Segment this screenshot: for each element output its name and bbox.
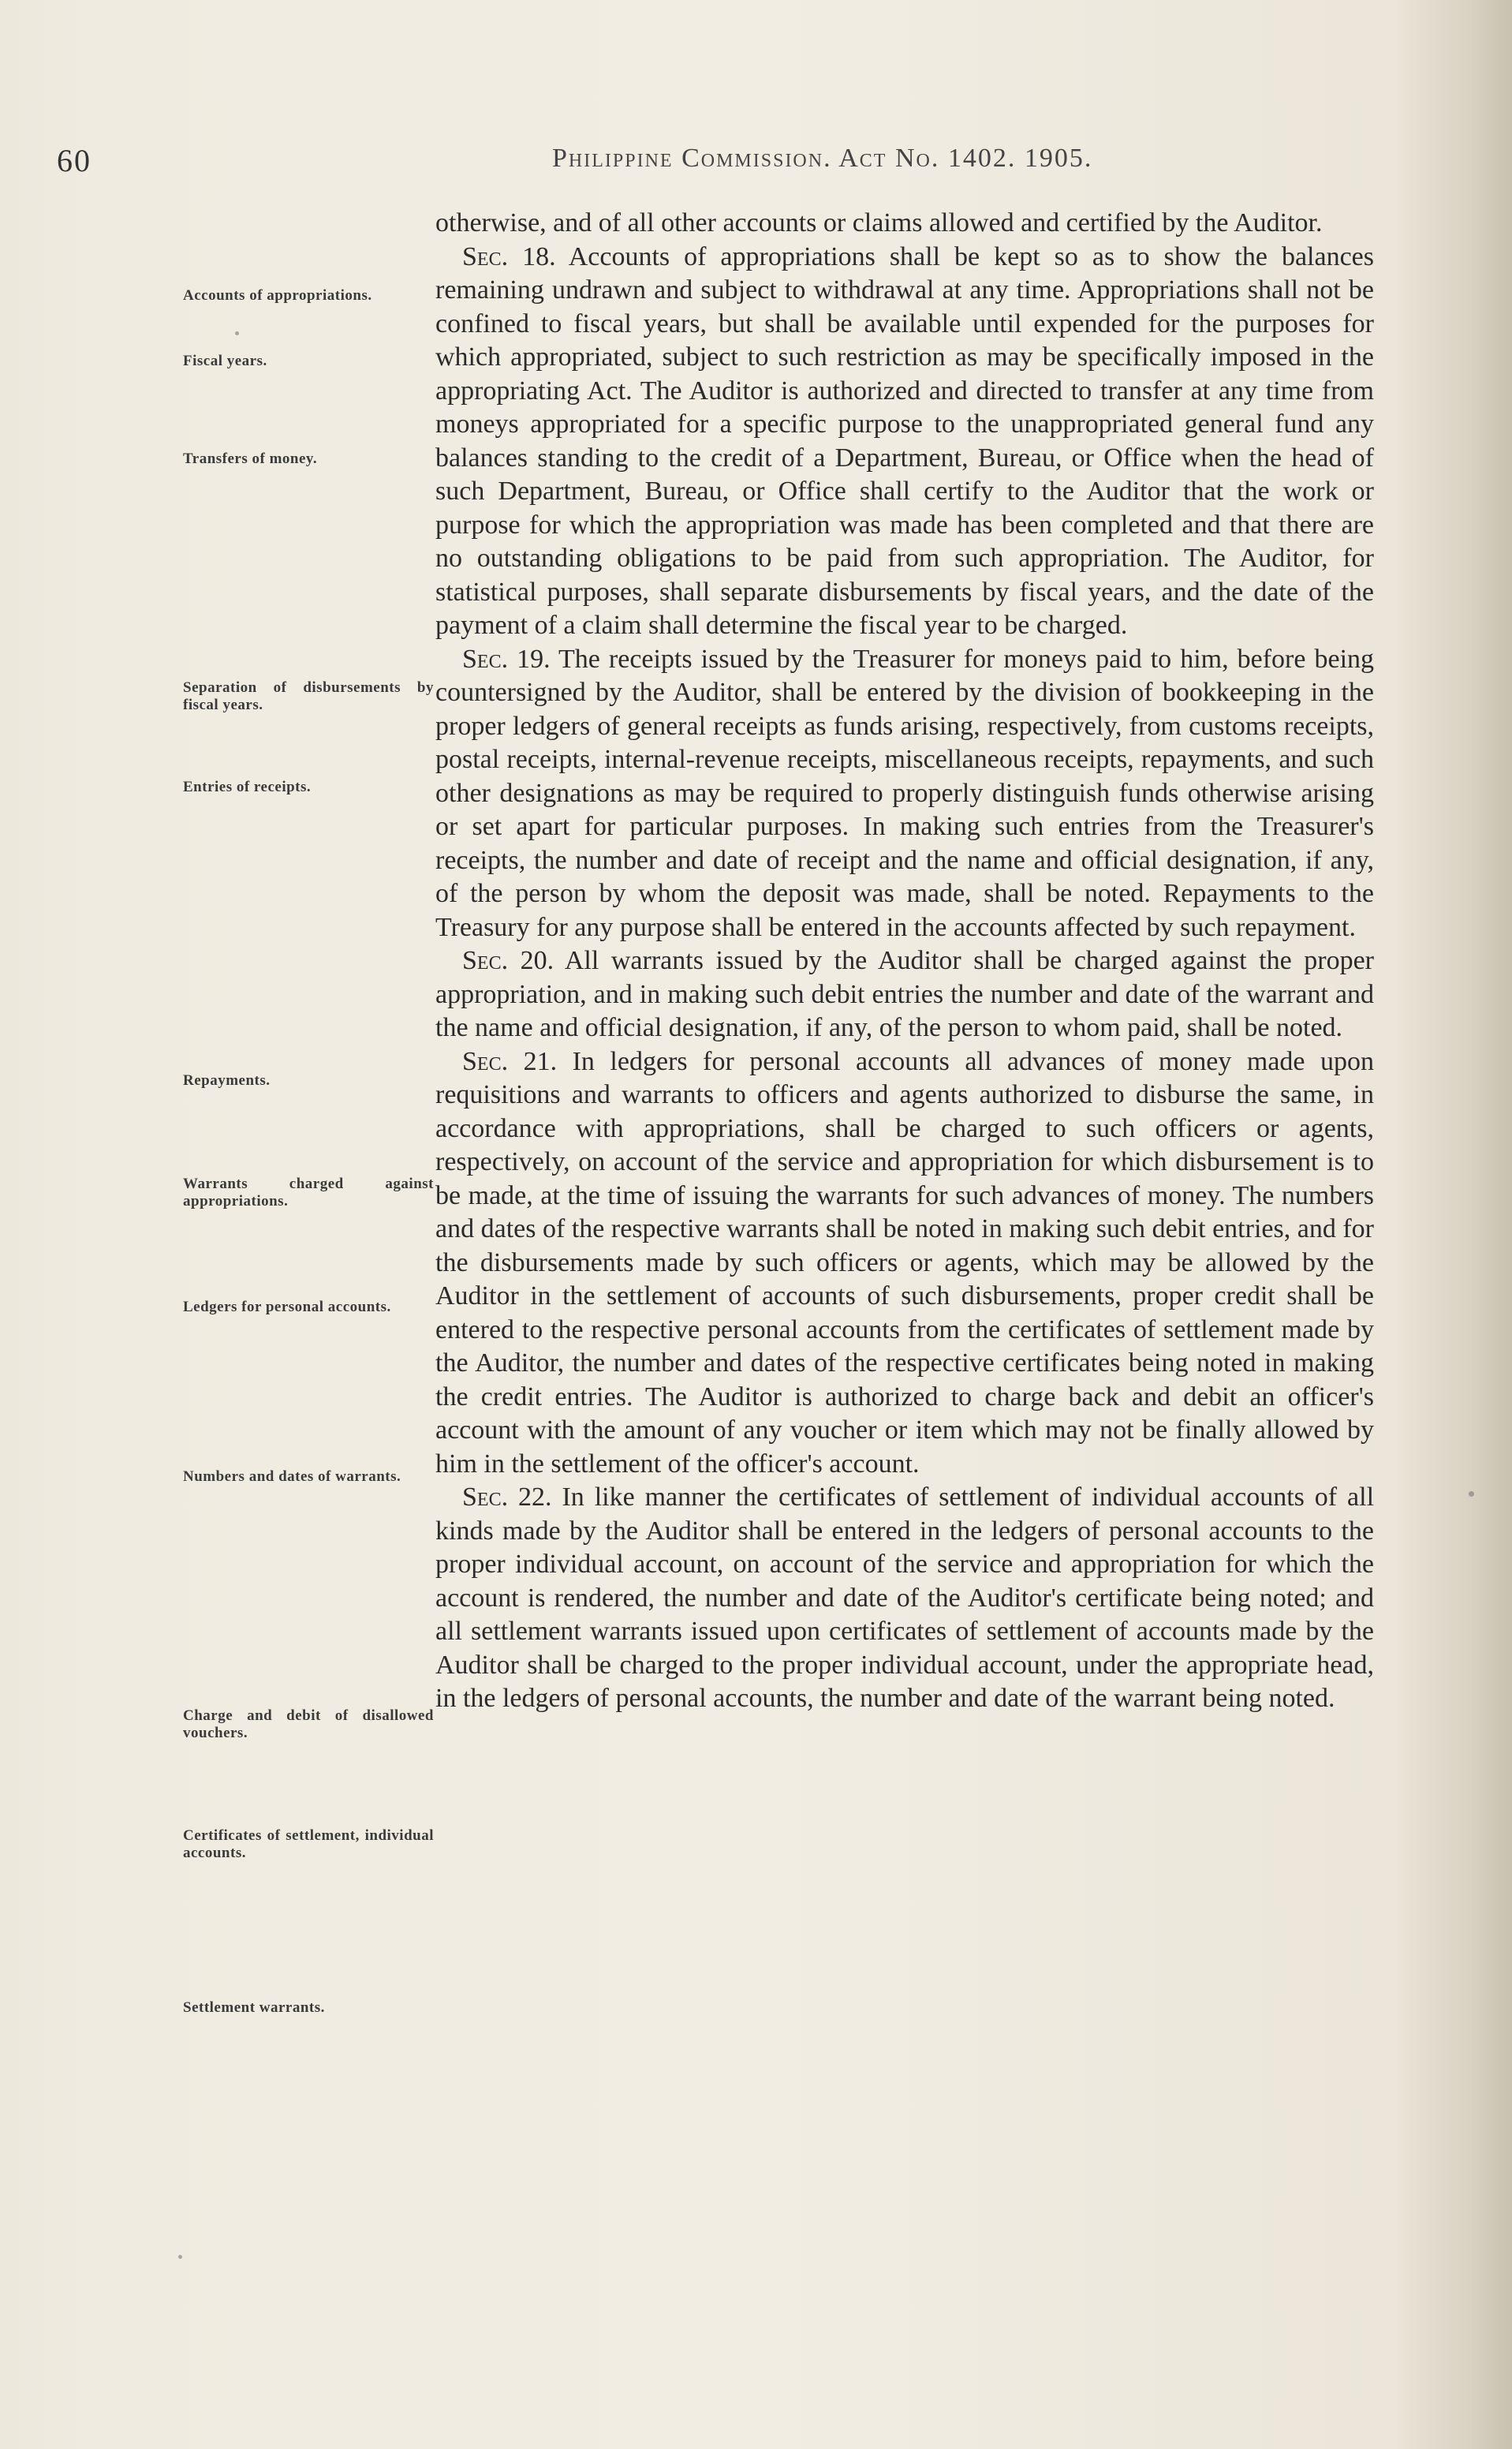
section-19 (435, 643, 1374, 945)
margin-note-charge-and-debit: Charge and debit of disallowed vouchers. (183, 1707, 434, 1741)
page-header (0, 142, 1512, 189)
paragraph-text: Accounts of appropriations shall be kept so as to show the balances remaining undrawn and subject to withdrawal at any time. Appropriations shall not be confined to fiscal years, but shall be available until expended for the purposes for which appropriated, subject to such restriction as may be specifically imposed in the appropriating Act. The Auditor is authorized and directed to transfer at any time from moneys appropriated for a specific purpose to the unappropriated general fund any balances standing to the credit of a Department, Bureau, or Office when the head of such Department, Bureau, or Office shall certify to the Auditor that the work or purpose for which the appropriation was made has been completed and that there are no outstanding obligations to be paid from such appropriation. The Auditor, for statistical purposes, shall separate disbursements by fiscal years, and the date of the payment of a claim shall determine the fiscal year to be charged. (435, 241, 1375, 640)
paragraph-text: otherwise, and of all other accounts or claims allowed and certified by the Auditor. (435, 208, 1323, 237)
margin-note-warrants-charged: Warrants charged against appropriations. (183, 1176, 434, 1210)
paragraph-continuation (435, 207, 1374, 241)
page-number: 60 (57, 143, 91, 178)
section-label: Sec. 18. (462, 241, 556, 271)
margin-note-ledgers-personal-accounts: Ledgers for personal accounts. (183, 1299, 391, 1315)
margin-note-fiscal-years: Fiscal years. (183, 353, 267, 369)
body-text (435, 207, 1374, 1716)
margin-note-accounts-of-appropriations: Accounts of appropriations. (183, 287, 372, 304)
section-label: Sec. 19. (462, 644, 551, 674)
paragraph-text: All warrants issued by the Auditor shall be charged against the proper appropriation, and in making such debit entries the number and date of the warrant and the name and official designation, if any, of the person to whom paid, shall be noted. (435, 946, 1374, 1042)
scan-speck (178, 2255, 182, 2259)
section-20 (435, 944, 1374, 1045)
margin-note-transfers-of-money: Transfers of money. (183, 451, 318, 467)
section-label: Sec. 20. (462, 946, 554, 975)
margin-note-entries-of-receipts: Entries of receipts. (183, 779, 312, 795)
margin-note-repayments: Repayments. (183, 1072, 271, 1089)
scan-speck (235, 331, 239, 335)
paragraph-text: The receipts issued by the Treasurer for moneys paid to him, before being countersigned by the Auditor, shall be entered by the division of bookkeeping in the proper ledgers of general receipts as funds arising, respectively, from customs receipts, postal receipts, internal-revenue receipts, miscellaneous receipts, repayments, and such other designations as may be required to properly distinguish funds otherwise arising or set apart for particular purposes. In making such entries from the Treasurer's receipts, the number and date of receipt and the name and official designation, if any, of the person by whom the deposit was made, shall be noted. Repayments to the Treasury for any purpose shall be entered in the accounts affected by such repayment. (435, 644, 1375, 942)
section-21 (435, 1045, 1374, 1482)
section-label: Sec. 22. (462, 1482, 552, 1512)
section-18 (435, 241, 1374, 643)
paragraph-text: In like manner the certificates of settlement of individual accounts of all kinds made by the Auditor shall be entered in the ledgers of personal accounts to the proper individual account, on account of the service and appropriation for which the account is rendered, the number and date of the Auditor's certificate being noted; and all settlement warrants issued upon certificates of settlement of accounts made by the Auditor shall be charged to the proper individual account, under the appropriate head, in the ledgers of personal accounts, the number and date of the warrant being noted. (435, 1482, 1375, 1713)
section-label: Sec. 21. (462, 1046, 558, 1076)
running-head: Philippine Commission. Act No. 1402. 1905. (552, 144, 1093, 173)
margin-note-certificates-of-settlement: Certificates of settlement, individual accounts. (183, 1827, 434, 1861)
margin-note-numbers-and-dates: Numbers and dates of warrants. (183, 1468, 401, 1485)
margin-note-settlement-warrants: Settlement warrants. (183, 1999, 325, 2016)
paragraph-text: In ledgers for personal accounts all advances of money made upon requisitions and warrants to officers and agents authorized to disburse the same, in accordance with appropriations, shall be charged to such officers or agents, respectively, on account of the service and appropriation for which disbursement is to be made, at the time of issuing the warrants for such advances of money. The numbers and dates of the respective warrants shall be noted in making such debit entries, and for the disbursements made by such officers or agents, which may be allowed by the Auditor in the settlement of accounts of such disbursements, proper credit shall be entered to the respective personal accounts from the certificates of settlement made by the Auditor, the number and dates of the respective certificates being noted in making the credit entries. The Auditor is authorized to charge back and debit an officer's account with the amount of any voucher or item which may not be finally allowed by him in the settlement of the officer's account. (435, 1046, 1375, 1479)
scan-speck (1469, 1491, 1474, 1497)
section-22 (435, 1481, 1374, 1716)
margin-note-separation-of-disbursements: Separation of disbursements by fiscal years. (183, 679, 434, 713)
